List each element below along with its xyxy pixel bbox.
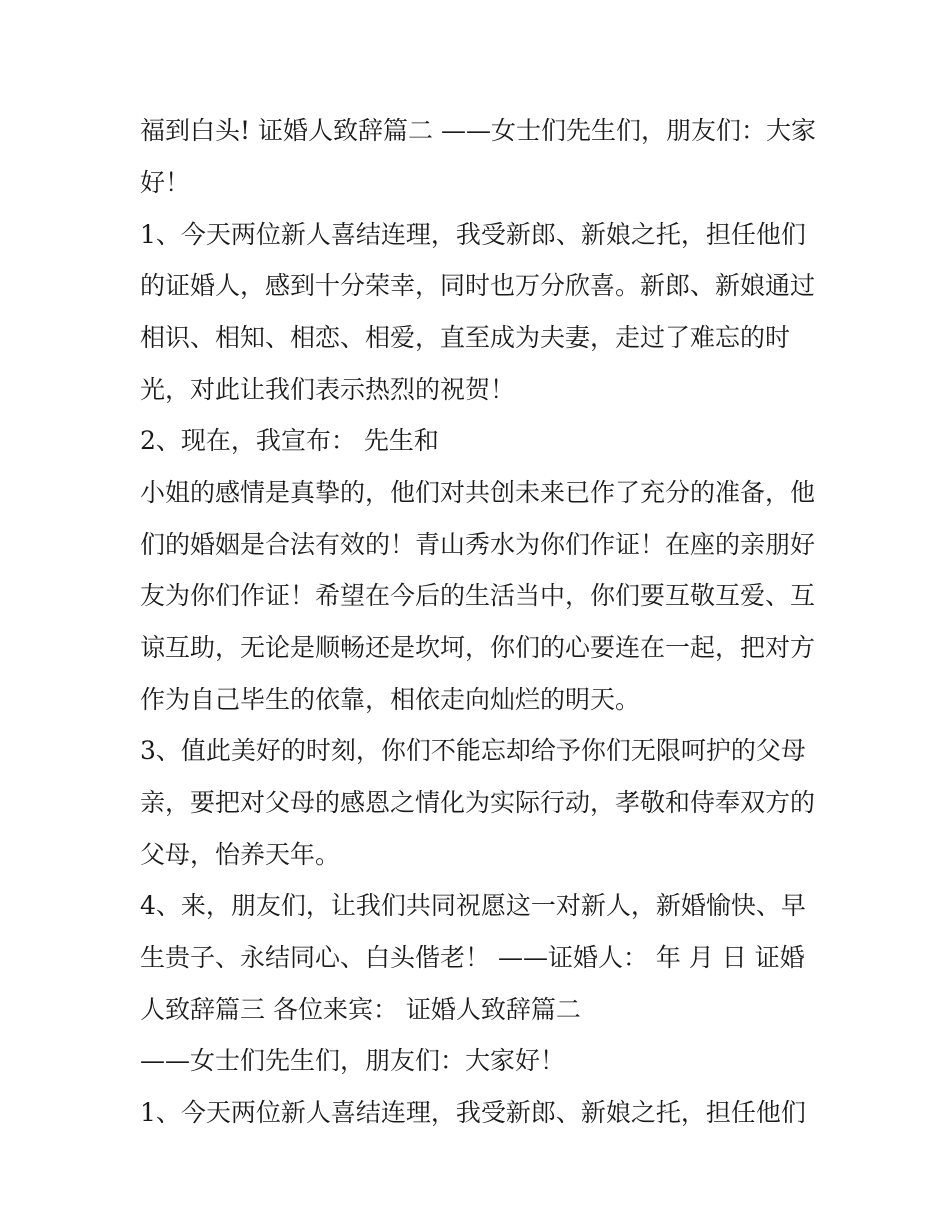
text-line: 谅互助，无论是顺畅还是坎坷，你们的心要连在一起，把对方 xyxy=(140,633,816,662)
text-line: 3、值此美好的时刻，你们不能忘却给予你们无限呵护的父母 xyxy=(140,736,806,765)
text-line: 们的婚姻是合法有效的！青山秀水为你们作证！在座的亲朋好 xyxy=(140,530,816,559)
text-line: 相识、相知、相恋、相爱，直至成为夫妻，走过了难忘的时 xyxy=(140,323,791,352)
text-line: 福到白头! 证婚人致辞篇二 ——女士们先生们，朋友们：大家 xyxy=(140,116,816,145)
text-line: 人致辞篇三 各位来宾： 证婚人致辞篇二 xyxy=(140,995,581,1024)
text-line: 小姐的感情是真挚的，他们对共创未来已作了充分的准备，他 xyxy=(140,478,816,507)
text-line: 父母，怡养天年。 xyxy=(140,840,341,869)
text-line: 友为你们作证！希望在今后的生活当中，你们要互敬互爱、互 xyxy=(140,581,816,610)
text-line: 光，对此让我们表示热烈的祝贺！ xyxy=(140,375,516,404)
text-line: 好！ xyxy=(140,168,191,197)
text-line: ——女士们先生们，朋友们：大家好！ xyxy=(140,1046,566,1075)
text-line: 生贵子、永结同心、白头偕老！ ——证婚人： 年 月 日 证婚 xyxy=(140,943,805,972)
text-line: 1、今天两位新人喜结连理，我受新郎、新娘之托，担任他们 xyxy=(140,220,806,249)
text-line: 的证婚人，感到十分荣幸，同时也万分欣喜。新郎、新娘通过 xyxy=(140,271,816,300)
text-line: 作为自己毕生的依靠，相依走向灿烂的明天。 xyxy=(140,685,641,714)
text-line: 2、现在，我宣布： 先生和 xyxy=(140,426,439,455)
text-line: 1、今天两位新人喜结连理，我受新郎、新娘之托，担任他们 xyxy=(140,1098,806,1127)
text-line: 4、来，朋友们，让我们共同祝愿这一对新人，新婚愉快、早 xyxy=(140,891,806,920)
text-line: 亲，要把对父母的感恩之情化为实际行动，孝敬和侍奉双方的 xyxy=(140,788,816,817)
